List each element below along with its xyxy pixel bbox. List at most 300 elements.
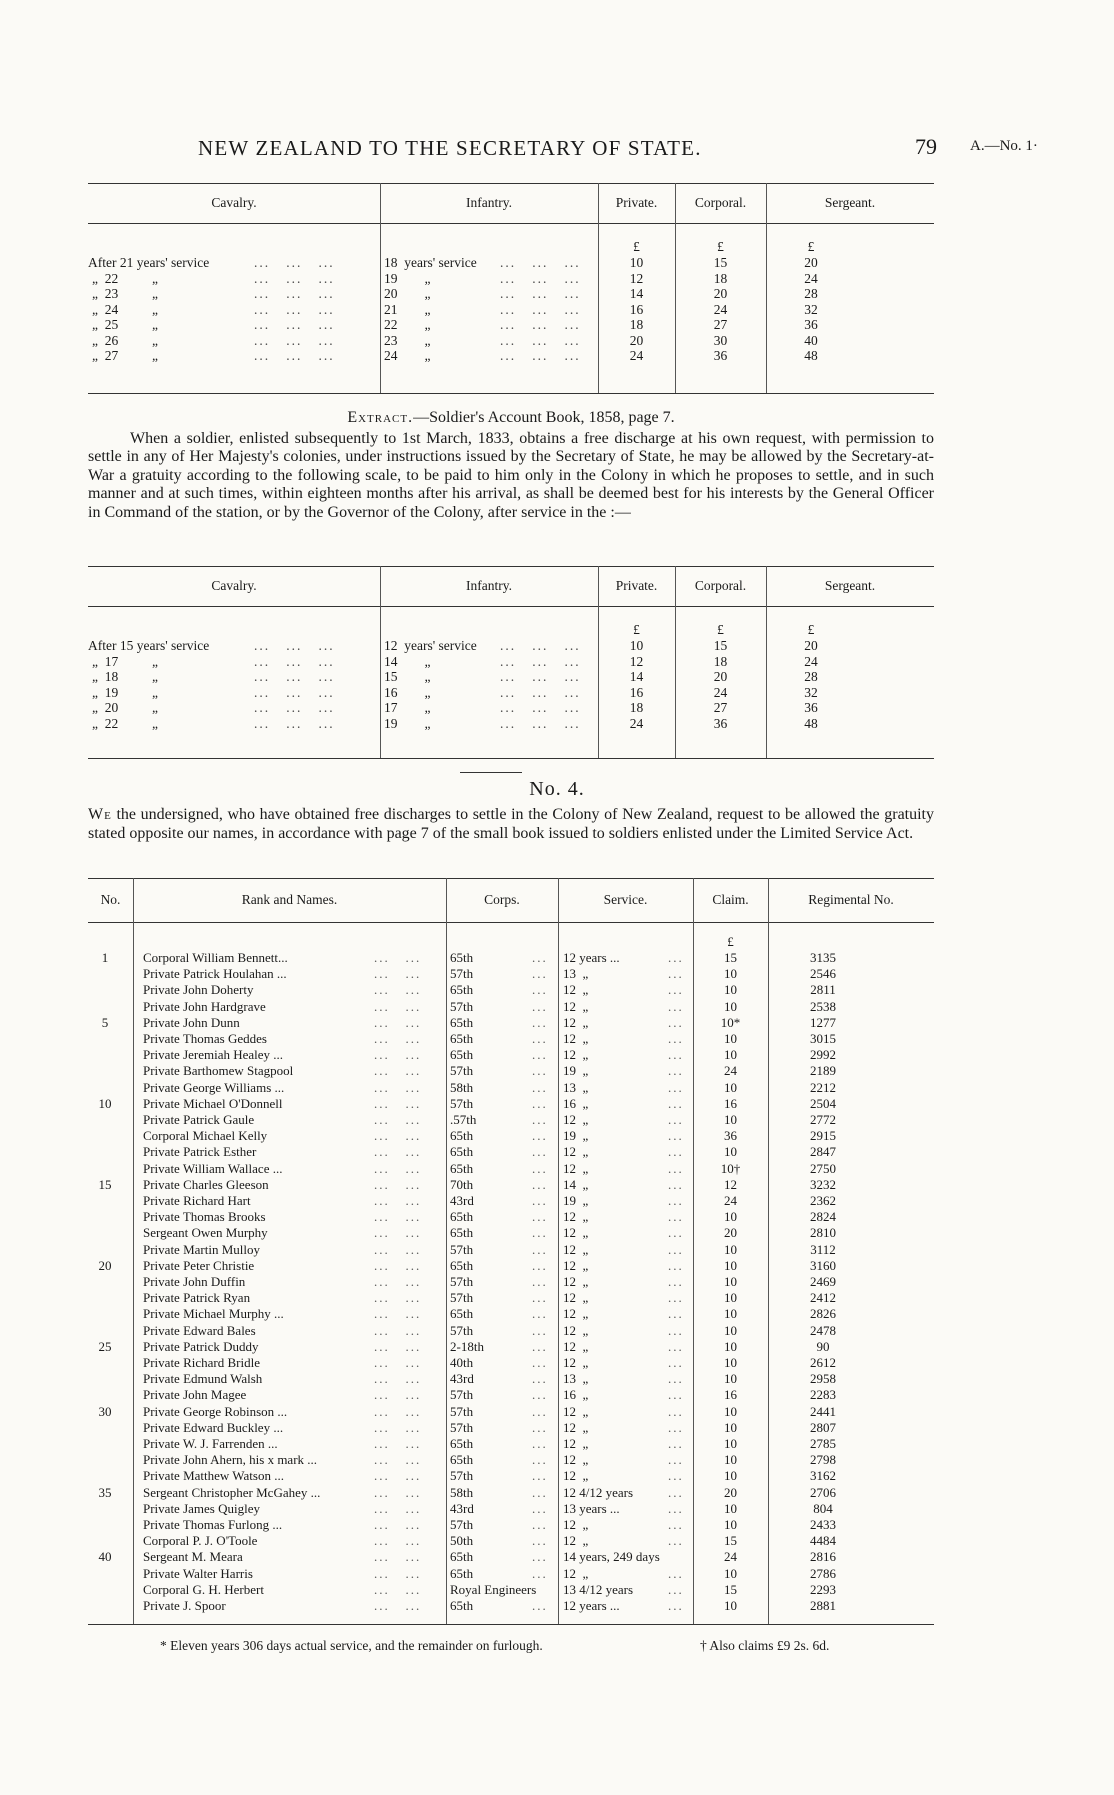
roll-row bbox=[88, 1306, 934, 1322]
rank-and-name: Private John Dunn bbox=[143, 1014, 240, 1030]
regimental-number: 3112 bbox=[810, 1241, 836, 1257]
roll-row bbox=[88, 1598, 934, 1614]
corps: 43rd bbox=[450, 1193, 474, 1208]
sergeant-amount: 24 bbox=[804, 653, 818, 669]
cavalry-service: „ 25 „ bbox=[92, 317, 158, 332]
service: 16 „ bbox=[563, 1387, 589, 1403]
roll-row bbox=[88, 1485, 934, 1501]
dot-leader: ... ... bbox=[374, 1225, 422, 1241]
rank-and-name: Private Patrick Gaule bbox=[143, 1112, 255, 1127]
service: 12 „ bbox=[563, 1452, 589, 1468]
infantry-service: 12 years' service bbox=[384, 638, 477, 653]
service: 13 „ bbox=[563, 966, 589, 982]
dot-leader: ... ... bbox=[374, 1047, 422, 1063]
corps: 65th bbox=[450, 1225, 474, 1241]
cavalry-service: „ 23 „ bbox=[92, 286, 158, 301]
roll-row bbox=[88, 966, 934, 982]
dot-leader: ... ... ... bbox=[254, 653, 335, 669]
regimental-number: 2992 bbox=[810, 1047, 836, 1063]
dot-leader: ... bbox=[668, 966, 684, 982]
rank-and-name: Private Thomas Geddes bbox=[143, 1031, 267, 1046]
corps: .57th bbox=[450, 1112, 477, 1127]
service: 19 „ bbox=[563, 1128, 589, 1144]
dot-leader: ... ... bbox=[374, 1484, 422, 1500]
cavalry-service: „ 27 „ bbox=[92, 348, 158, 363]
dot-leader: ... ... ... bbox=[254, 684, 335, 700]
sergeant-amount: 28 bbox=[804, 286, 818, 301]
column-header: Infantry. bbox=[466, 578, 512, 593]
extract-title: —Soldier's Account Book, 1858, page 7. bbox=[413, 409, 675, 426]
roll-row bbox=[88, 1355, 934, 1371]
regimental-number: 2807 bbox=[810, 1419, 836, 1435]
sergeant-amount: 20 bbox=[804, 638, 818, 653]
dot-leader: ... ... bbox=[374, 1322, 422, 1338]
dot-leader: ... bbox=[532, 998, 548, 1014]
sergeant-amount: 24 bbox=[804, 270, 818, 286]
corporal-amount: 18 bbox=[713, 653, 728, 669]
service: 12 „ bbox=[563, 1468, 589, 1484]
dot-leader: ... bbox=[532, 1160, 548, 1176]
rank-and-name: Corporal Michael Kelly bbox=[143, 1128, 268, 1144]
private-amount: 10 bbox=[629, 255, 644, 270]
dot-leader: ... bbox=[668, 1517, 684, 1532]
dot-leader: ... bbox=[668, 1014, 684, 1030]
dot-leader: ... ... bbox=[374, 1290, 422, 1306]
claim: 10 bbox=[724, 1598, 737, 1613]
dot-leader: ... bbox=[532, 1095, 548, 1111]
corporal-amount: 24 bbox=[713, 684, 728, 700]
cavalry-service: After 15 years' service bbox=[88, 638, 210, 653]
dot-leader: ... ... ... bbox=[254, 348, 335, 363]
dot-leader: ... bbox=[532, 1063, 548, 1079]
table-top-rule bbox=[88, 878, 934, 879]
claim: 10 bbox=[724, 966, 737, 982]
dot-leader: ... ... ... bbox=[500, 286, 581, 301]
dot-leader: ... ... ... bbox=[500, 684, 581, 700]
rank-and-name: Private Barthomew Stagpool bbox=[143, 1063, 294, 1079]
dot-leader: ... bbox=[532, 1549, 548, 1565]
roll-row bbox=[88, 1161, 934, 1177]
claim: 10 bbox=[724, 1031, 737, 1046]
no4-request-paragraph bbox=[88, 806, 934, 843]
document-reference: A.—No. 1· bbox=[970, 138, 1038, 154]
dot-leader: ... bbox=[668, 1274, 684, 1289]
dot-leader: ... bbox=[668, 1500, 684, 1516]
claim: 10 bbox=[724, 1047, 737, 1063]
private-amount: 16 bbox=[629, 301, 644, 317]
corps: 65th bbox=[450, 1160, 474, 1176]
dot-leader: ... ... bbox=[374, 1500, 422, 1516]
footnote-dagger: † Also claims £9 2s. 6d. bbox=[700, 1638, 830, 1653]
private-amount: 20 bbox=[629, 332, 644, 348]
dot-leader: ... bbox=[532, 1338, 548, 1354]
header-rule bbox=[88, 223, 934, 224]
roll-row bbox=[88, 999, 934, 1015]
rank-and-name: Private Edward Bales bbox=[143, 1322, 256, 1338]
rank-and-name: Private Patrick Ryan bbox=[143, 1290, 251, 1306]
section-heading-no4: No. 4. bbox=[529, 778, 585, 800]
claim: 10 bbox=[724, 1290, 737, 1306]
corps: 57th bbox=[450, 1468, 474, 1484]
dot-leader: ... bbox=[532, 1176, 548, 1192]
dot-leader: ... ... bbox=[374, 1581, 422, 1597]
roll-number: 1 bbox=[101, 950, 109, 965]
regimental-number: 2478 bbox=[810, 1322, 836, 1338]
dot-leader: ... bbox=[668, 1031, 684, 1046]
corporal-amount: 24 bbox=[713, 301, 728, 317]
dot-leader: ... ... bbox=[374, 1144, 422, 1160]
rank-and-name: Sergeant M. Meara bbox=[143, 1549, 243, 1565]
roll-row bbox=[88, 982, 934, 998]
dot-leader: ... ... ... bbox=[254, 332, 335, 348]
corporal-amount: 36 bbox=[713, 715, 728, 731]
dot-leader: ... bbox=[668, 1419, 684, 1435]
sergeant-amount: 40 bbox=[804, 332, 818, 348]
rank-and-name: Private John Duffin bbox=[143, 1274, 246, 1289]
rank-and-name: Private Peter Christie bbox=[143, 1257, 255, 1273]
dot-leader: ... ... bbox=[374, 1403, 422, 1419]
no4-lead-word: We bbox=[88, 806, 112, 823]
claim: 10 bbox=[724, 1112, 737, 1127]
regimental-number: 2785 bbox=[810, 1436, 836, 1451]
service: 13 „ bbox=[563, 1371, 589, 1387]
service: 14 years, 249 days bbox=[563, 1549, 660, 1565]
service: 13 4/12 years bbox=[563, 1581, 634, 1597]
regimental-number: 2824 bbox=[810, 1209, 836, 1225]
claim: 10 bbox=[724, 1452, 737, 1468]
roll-row bbox=[88, 1031, 934, 1047]
corps: 58th bbox=[450, 1484, 474, 1500]
rank-and-name: Corporal G. H. Herbert bbox=[143, 1581, 264, 1597]
corporal-amount: 20 bbox=[713, 286, 728, 301]
rank-and-name: Private John Ahern, his x mark ... bbox=[143, 1452, 318, 1468]
table-row bbox=[88, 333, 934, 349]
infantry-service: 19 „ bbox=[384, 715, 431, 731]
dot-leader: ... bbox=[668, 1436, 684, 1451]
gratuity-scale-table-2 bbox=[88, 566, 934, 764]
roll-row bbox=[88, 1371, 934, 1387]
service: 12 „ bbox=[563, 1225, 589, 1241]
dot-leader: ... ... bbox=[374, 1338, 422, 1354]
regimental-number: 2546 bbox=[810, 966, 836, 982]
dot-leader: ... bbox=[668, 982, 684, 998]
service: 12 „ bbox=[563, 1419, 589, 1435]
rank-and-name: Private Matthew Watson ... bbox=[143, 1468, 284, 1484]
corps: 57th bbox=[450, 966, 474, 982]
footnote-star: * Eleven years 306 days actual service, and the remainder on furlough. bbox=[160, 1638, 543, 1653]
dot-leader: ... bbox=[532, 1128, 548, 1144]
service: 13 „ bbox=[563, 1079, 589, 1095]
service: 12 „ bbox=[563, 1257, 589, 1273]
corps: 65th bbox=[450, 1209, 474, 1225]
corps: 57th bbox=[450, 1517, 474, 1532]
currency-symbol: £ bbox=[727, 934, 734, 949]
column-header: Sergeant. bbox=[824, 578, 876, 593]
dot-leader: ... ... bbox=[374, 1031, 422, 1046]
corps: 57th bbox=[450, 1387, 474, 1403]
table-row bbox=[88, 348, 934, 364]
dot-leader: ... ... ... bbox=[254, 255, 335, 270]
corporal-amount: 36 bbox=[713, 348, 728, 363]
dot-leader: ... bbox=[668, 1565, 684, 1581]
rank-and-name: Private John Magee bbox=[143, 1387, 247, 1403]
rank-and-name: Private James Quigley bbox=[143, 1500, 260, 1516]
dot-leader: ... ... bbox=[374, 1387, 422, 1403]
column-header: Claim. bbox=[712, 892, 749, 907]
dot-leader: ... ... bbox=[374, 1371, 422, 1387]
dot-leader: ... ... bbox=[374, 1355, 422, 1370]
dot-leader: ... ... bbox=[374, 1306, 422, 1322]
corps: Royal Engineers bbox=[450, 1581, 537, 1597]
corps: 58th bbox=[450, 1079, 474, 1095]
dot-leader: ... ... ... bbox=[500, 317, 581, 332]
roll-row bbox=[88, 1549, 934, 1565]
roll-row bbox=[88, 1015, 934, 1031]
claim: 10 bbox=[724, 1371, 737, 1387]
rank-and-name: Private Richard Bridle bbox=[143, 1355, 260, 1370]
roll-row bbox=[88, 1177, 934, 1193]
rank-and-name: Private William Wallace ... bbox=[143, 1160, 283, 1176]
corps: 70th bbox=[450, 1176, 474, 1192]
service: 12 „ bbox=[563, 1565, 589, 1581]
dot-leader: ... ... bbox=[374, 1241, 422, 1257]
roll-row bbox=[88, 1420, 934, 1436]
currency-symbol: £ bbox=[633, 239, 640, 254]
column-header: Corporal. bbox=[694, 195, 747, 210]
claim: 10 bbox=[724, 1500, 737, 1516]
infantry-service: 18 years' service bbox=[384, 255, 477, 270]
service: 12 „ bbox=[563, 1241, 589, 1257]
dot-leader: ... ... bbox=[374, 1533, 422, 1549]
dot-leader: ... ... ... bbox=[500, 301, 581, 317]
dot-leader: ... bbox=[532, 1241, 548, 1257]
service: 12 „ bbox=[563, 1014, 589, 1030]
regimental-number: 2958 bbox=[810, 1371, 836, 1387]
dot-leader: ... bbox=[532, 1274, 548, 1289]
dot-leader: ... ... bbox=[374, 1419, 422, 1435]
roll-number: 30 bbox=[98, 1403, 112, 1419]
roll-row bbox=[88, 1323, 934, 1339]
claim: 10 bbox=[724, 1209, 737, 1225]
roll-row bbox=[88, 1436, 934, 1452]
dot-leader: ... ... bbox=[374, 1468, 422, 1484]
private-amount: 16 bbox=[629, 684, 644, 700]
infantry-service: 21 „ bbox=[384, 301, 431, 317]
regimental-number: 90 bbox=[816, 1338, 830, 1354]
column-header: Private. bbox=[615, 578, 658, 593]
service: 12 „ bbox=[563, 998, 589, 1014]
regimental-number: 2706 bbox=[810, 1484, 836, 1500]
corps: 2-18th bbox=[450, 1338, 484, 1354]
corps: 43rd bbox=[450, 1371, 474, 1387]
dot-leader: ... bbox=[532, 1598, 548, 1613]
regimental-number: 2189 bbox=[810, 1063, 836, 1079]
column-header: Rank and Names. bbox=[241, 892, 338, 907]
claim: 16 bbox=[724, 1387, 737, 1403]
corps: 65th bbox=[450, 1549, 474, 1565]
rank-and-name: Private John Doherty bbox=[143, 982, 254, 998]
corps: 57th bbox=[450, 998, 474, 1014]
column-header: Service. bbox=[603, 892, 648, 907]
rank-and-name: Corporal William Bennett... bbox=[143, 950, 288, 965]
dot-leader: ... bbox=[532, 1436, 548, 1451]
infantry-service: 16 „ bbox=[384, 684, 431, 700]
dot-leader: ... bbox=[532, 1079, 548, 1095]
claim: 24 bbox=[724, 1063, 737, 1079]
table-top-rule bbox=[88, 566, 934, 567]
roll-row bbox=[88, 1533, 934, 1549]
corps: 65th bbox=[450, 1598, 474, 1613]
roll-row bbox=[88, 1290, 934, 1306]
table-row bbox=[88, 317, 934, 333]
claim: 10† bbox=[720, 1160, 741, 1176]
corps: 57th bbox=[450, 1274, 474, 1289]
roll-row bbox=[88, 1452, 934, 1468]
currency-symbol: £ bbox=[633, 622, 640, 637]
regimental-number: 2441 bbox=[810, 1403, 836, 1419]
service: 13 years ... bbox=[563, 1500, 620, 1516]
corps: 65th bbox=[450, 1144, 474, 1160]
roll-row bbox=[88, 1096, 934, 1112]
column-header: Corps. bbox=[484, 892, 520, 907]
claim: 10 bbox=[724, 1468, 737, 1484]
currency-symbol: £ bbox=[717, 239, 724, 254]
dot-leader: ... ... bbox=[374, 1517, 422, 1532]
sergeant-amount: 48 bbox=[804, 348, 818, 363]
claim: 10 bbox=[724, 1517, 737, 1532]
dot-leader: ... bbox=[668, 1257, 684, 1273]
service: 12 „ bbox=[563, 1209, 589, 1225]
claim: 10 bbox=[724, 1274, 737, 1289]
dot-leader: ... bbox=[668, 1468, 684, 1484]
private-amount: 24 bbox=[629, 348, 644, 363]
infantry-service: 20 „ bbox=[384, 286, 431, 301]
claim: 20 bbox=[724, 1225, 737, 1241]
roll-row bbox=[88, 1128, 934, 1144]
dot-leader: ... bbox=[668, 1452, 684, 1468]
regimental-number: 1277 bbox=[810, 1014, 836, 1030]
cavalry-service: „ 26 „ bbox=[92, 332, 158, 348]
dot-leader: ... bbox=[668, 1533, 684, 1549]
dot-leader: ... bbox=[532, 1533, 548, 1549]
dot-leader: ... bbox=[532, 1452, 548, 1468]
dot-leader: ... bbox=[532, 1565, 548, 1581]
claim: 20 bbox=[724, 1484, 737, 1500]
service: 12 „ bbox=[563, 1047, 589, 1063]
table-row bbox=[88, 638, 934, 654]
dot-leader: ... ... ... bbox=[500, 332, 581, 348]
regimental-number: 2504 bbox=[810, 1095, 836, 1111]
rank-and-name: Private Edward Buckley ... bbox=[143, 1419, 284, 1435]
roll-number: 40 bbox=[98, 1549, 112, 1565]
service: 19 „ bbox=[563, 1193, 589, 1208]
service: 12 „ bbox=[563, 1306, 589, 1322]
page-number: 79 bbox=[915, 134, 937, 159]
roll-row bbox=[88, 1582, 934, 1598]
infantry-service: 23 „ bbox=[384, 332, 431, 348]
claim: 10 bbox=[724, 982, 737, 998]
roll-row bbox=[88, 1387, 934, 1403]
regimental-number: 2283 bbox=[810, 1387, 836, 1403]
dot-leader: ... ... bbox=[374, 1549, 422, 1565]
dot-leader: ... ... ... bbox=[500, 669, 581, 684]
rank-and-name: Private George Robinson ... bbox=[143, 1403, 288, 1419]
page-header bbox=[0, 130, 1114, 166]
claim: 10 bbox=[724, 1355, 737, 1370]
infantry-service: 17 „ bbox=[384, 700, 431, 715]
cavalry-service: „ 24 „ bbox=[92, 301, 158, 317]
regimental-number: 4484 bbox=[810, 1533, 836, 1549]
dot-leader: ... bbox=[532, 950, 548, 965]
column-header: Sergeant. bbox=[824, 195, 876, 210]
dot-leader: ... bbox=[532, 982, 548, 998]
dot-leader: ... bbox=[532, 1306, 548, 1322]
dot-leader: ... bbox=[532, 1225, 548, 1241]
roll-row bbox=[88, 1080, 934, 1096]
dot-leader: ... bbox=[668, 1387, 684, 1403]
table-row bbox=[88, 700, 934, 716]
dot-leader: ... ... bbox=[374, 998, 422, 1014]
service: 12 „ bbox=[563, 1031, 589, 1046]
dot-leader: ... bbox=[668, 1063, 684, 1079]
infantry-service: 24 „ bbox=[384, 348, 431, 363]
corps: 40th bbox=[450, 1355, 474, 1370]
cavalry-service: „ 18 „ bbox=[92, 669, 158, 684]
dot-leader: ... bbox=[668, 1160, 684, 1176]
claim: 10 bbox=[724, 1241, 737, 1257]
column-header: Private. bbox=[615, 195, 658, 210]
dot-leader: ... bbox=[668, 1176, 684, 1192]
private-amount: 10 bbox=[629, 638, 644, 653]
infantry-service: 19 „ bbox=[384, 270, 431, 286]
rank-and-name: Private Patrick Duddy bbox=[143, 1338, 259, 1354]
service: 12 „ bbox=[563, 1517, 589, 1532]
corps: 43rd bbox=[450, 1500, 474, 1516]
discharge-roll-table bbox=[88, 878, 934, 1638]
regimental-number: 2750 bbox=[810, 1160, 836, 1176]
roll-row bbox=[88, 1112, 934, 1128]
corps: 57th bbox=[450, 1241, 474, 1257]
rank-and-name: Private George Williams ... bbox=[143, 1079, 285, 1095]
roll-row bbox=[88, 950, 934, 966]
section-divider bbox=[460, 772, 522, 773]
running-title: NEW ZEALAND TO THE SECRETARY OF STATE. bbox=[198, 136, 702, 160]
cavalry-service: „ 20 „ bbox=[92, 700, 158, 715]
dot-leader: ... bbox=[532, 1031, 548, 1046]
service: 12 „ bbox=[563, 1355, 589, 1370]
private-amount: 18 bbox=[629, 317, 644, 332]
corps: 57th bbox=[450, 1290, 474, 1306]
extract-section bbox=[88, 409, 934, 522]
dot-leader: ... ... ... bbox=[254, 301, 335, 317]
rank-and-name: Private W. J. Farrenden ... bbox=[143, 1436, 278, 1451]
dot-leader: ... bbox=[532, 1112, 548, 1127]
claim: 15 bbox=[724, 1533, 737, 1549]
dot-leader: ... bbox=[532, 1468, 548, 1484]
dot-leader: ... bbox=[668, 950, 684, 965]
service: 12 years ... bbox=[563, 1598, 620, 1613]
dot-leader: ... bbox=[532, 1193, 548, 1208]
roll-number: 25 bbox=[98, 1338, 112, 1354]
dot-leader: ... bbox=[668, 1306, 684, 1322]
table-row bbox=[88, 654, 934, 670]
corps: 65th bbox=[450, 982, 474, 998]
regimental-number: 3232 bbox=[810, 1176, 836, 1192]
corporal-amount: 27 bbox=[713, 317, 728, 332]
dot-leader: ... ... bbox=[374, 1063, 422, 1079]
corporal-amount: 18 bbox=[713, 270, 728, 286]
header-rule bbox=[88, 922, 934, 923]
